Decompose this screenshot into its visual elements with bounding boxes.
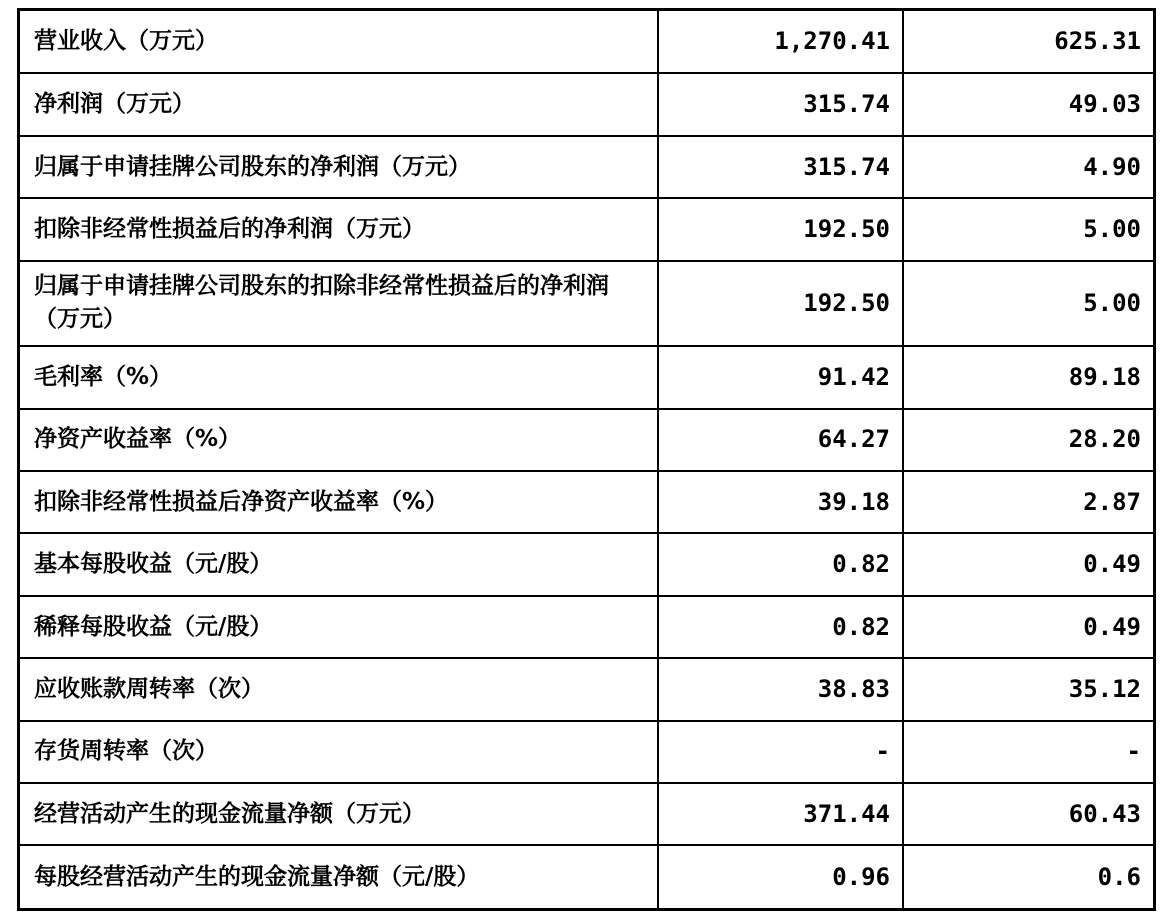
value-cell-col2: 49.03: [903, 73, 1153, 135]
value-cell-col2: 89.18: [903, 346, 1153, 408]
row-label: 归属于申请挂牌公司股东的净利润（万元）: [20, 136, 658, 198]
row-label: 扣除非经常性损益后净资产收益率（%）: [20, 471, 658, 533]
table-row: [20, 533, 1153, 595]
value-cell-col2: 0.49: [903, 596, 1153, 658]
row-label: 经营活动产生的现金流量净额（万元）: [20, 783, 658, 845]
table-row: [20, 721, 1153, 783]
value-cell-col1: 38.83: [658, 658, 903, 720]
value-cell-col1: 0.82: [658, 596, 903, 658]
value-cell-col2: 0.6: [903, 845, 1153, 908]
table-row: [20, 73, 1153, 135]
row-label: 扣除非经常性损益后的净利润（万元）: [20, 198, 658, 260]
row-label: 毛利率（%）: [20, 346, 658, 408]
row-label: 归属于申请挂牌公司股东的扣除非经常性损益后的净利润（万元）: [20, 261, 658, 347]
value-cell-col1: 315.74: [658, 73, 903, 135]
financial-indicators-table: [17, 8, 1156, 911]
table-row: [20, 596, 1153, 658]
table-row: [20, 11, 1153, 73]
value-cell-col2: 60.43: [903, 783, 1153, 845]
value-cell-col2: 5.00: [903, 261, 1153, 347]
value-cell-col1: 315.74: [658, 136, 903, 198]
value-cell-col1: 192.50: [658, 198, 903, 260]
value-cell-col1: 371.44: [658, 783, 903, 845]
value-cell-col1: -: [658, 721, 903, 783]
value-cell-col1: 1,270.41: [658, 11, 903, 73]
value-cell-col1: 192.50: [658, 261, 903, 347]
value-cell-col2: -: [903, 721, 1153, 783]
table-row: [20, 261, 1153, 347]
table-row: [20, 658, 1153, 720]
row-label: 稀释每股收益（元/股）: [20, 596, 658, 658]
value-cell-col1: 64.27: [658, 409, 903, 471]
value-cell-col2: 2.87: [903, 471, 1153, 533]
value-cell-col2: 4.90: [903, 136, 1153, 198]
table-row: [20, 346, 1153, 408]
value-cell-col2: 5.00: [903, 198, 1153, 260]
table-row: [20, 845, 1153, 908]
table-row: [20, 198, 1153, 260]
data-table: [20, 11, 1153, 908]
value-cell-col2: 0.49: [903, 533, 1153, 595]
value-cell-col1: 0.96: [658, 845, 903, 908]
value-cell-col1: 39.18: [658, 471, 903, 533]
row-label: 基本每股收益（元/股）: [20, 533, 658, 595]
row-label: 每股经营活动产生的现金流量净额（元/股）: [20, 845, 658, 908]
value-cell-col2: 35.12: [903, 658, 1153, 720]
row-label: 净利润（万元）: [20, 73, 658, 135]
table-row: [20, 471, 1153, 533]
value-cell-col2: 28.20: [903, 409, 1153, 471]
value-cell-col1: 0.82: [658, 533, 903, 595]
value-cell-col2: 625.31: [903, 11, 1153, 73]
table-row: [20, 136, 1153, 198]
row-label: 营业收入（万元）: [20, 11, 658, 73]
row-label: 应收账款周转率（次）: [20, 658, 658, 720]
table-row: [20, 409, 1153, 471]
table-row: [20, 783, 1153, 845]
row-label: 存货周转率（次）: [20, 721, 658, 783]
value-cell-col1: 91.42: [658, 346, 903, 408]
row-label: 净资产收益率（%）: [20, 409, 658, 471]
